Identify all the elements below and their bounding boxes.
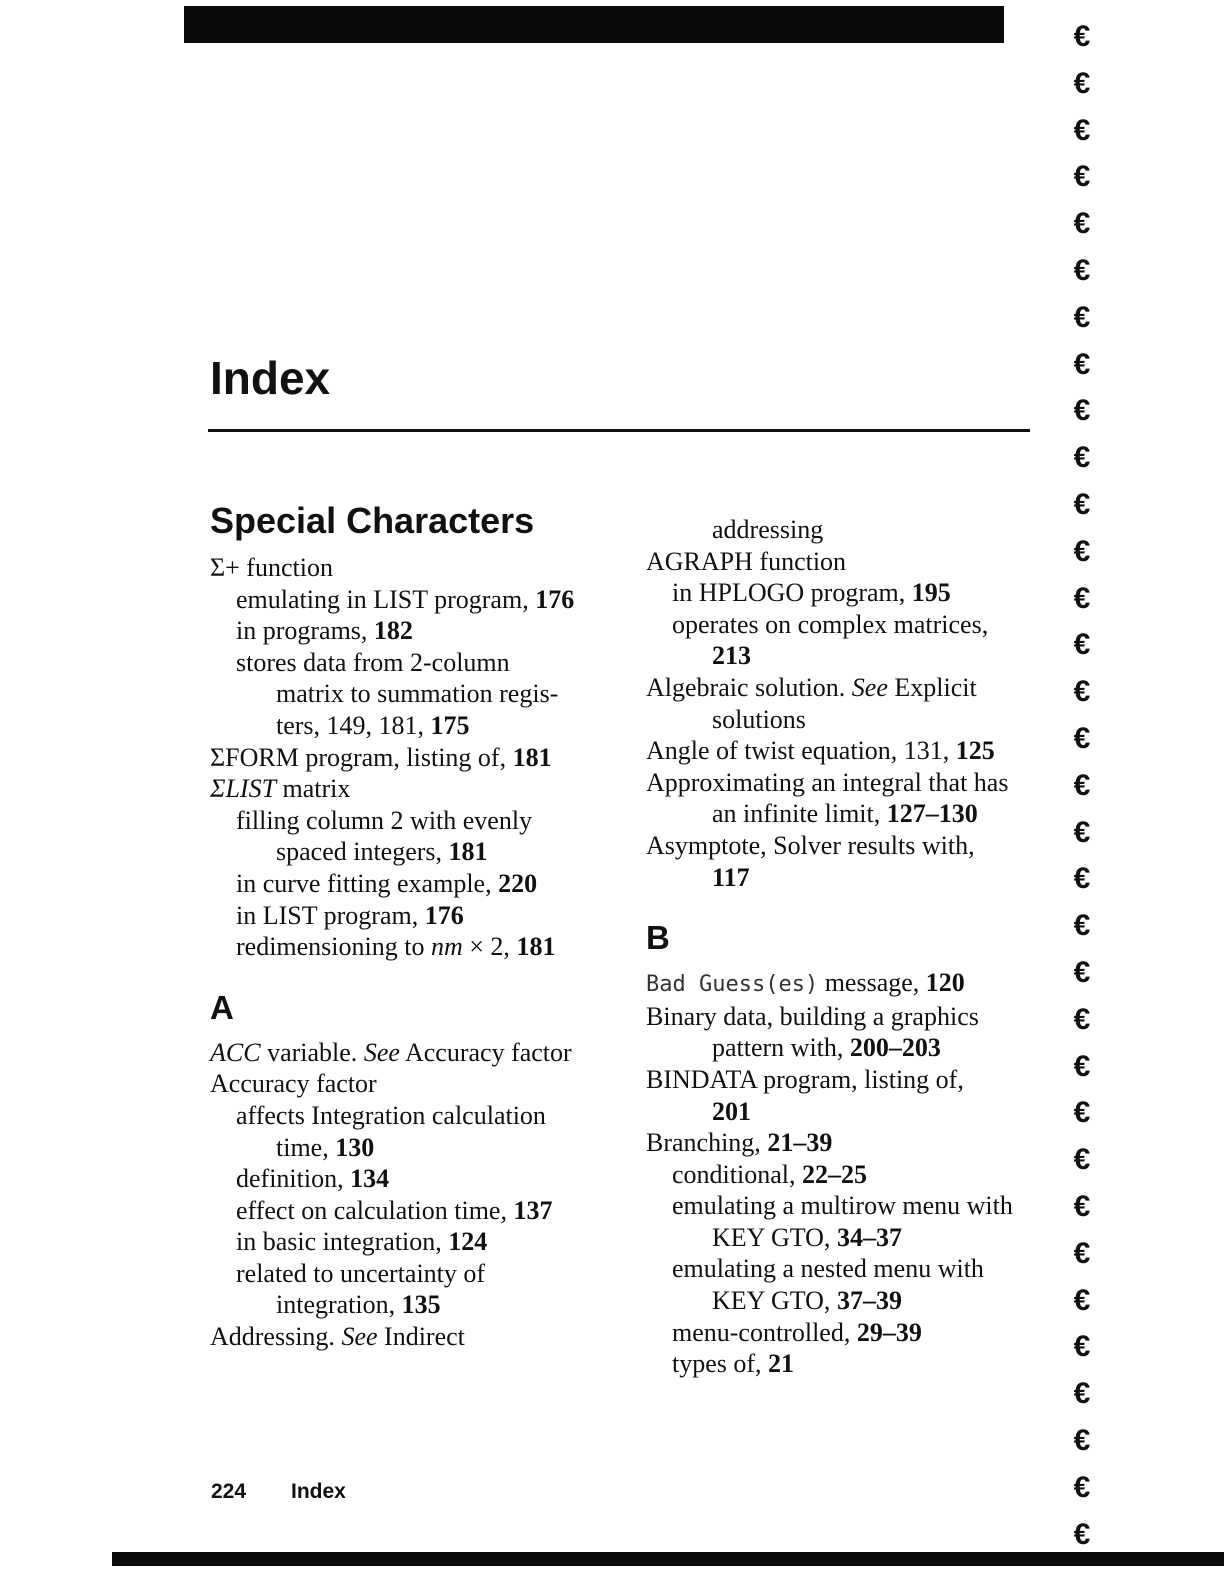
binding-ring-icon: € <box>1073 394 1091 428</box>
index-entry: AGRAPH function <box>646 546 847 576</box>
index-entry: Algebraic solution. See Explicit <box>646 672 977 702</box>
binding-ring-icon: € <box>1073 1470 1091 1504</box>
index-entry-continuation: spaced integers, 181 <box>276 837 488 867</box>
binding-ring-icon: € <box>1073 1049 1091 1083</box>
index-entry: Bad Guess(es) message, 120 <box>646 968 965 998</box>
binding-ring-icon: € <box>1073 66 1091 100</box>
binding-ring-icon: € <box>1073 675 1091 709</box>
spiral-binding <box>1062 14 1102 1558</box>
binding-ring-icon: € <box>1073 1377 1091 1411</box>
binding-ring-icon: € <box>1073 1189 1091 1223</box>
index-entry-continuation: integration, 135 <box>276 1290 441 1320</box>
index-entry: Σ+ function <box>210 553 333 582</box>
page-title: Index <box>210 352 331 404</box>
index-entry-continuation: an infinite limit, 127–130 <box>712 799 978 829</box>
binding-ring-icon: € <box>1073 534 1091 568</box>
index-subentry: in programs, 182 <box>236 616 413 646</box>
binding-ring-icon: € <box>1073 113 1091 147</box>
binding-ring-icon: € <box>1073 1330 1091 1364</box>
index-subentry: in LIST program, 176 <box>236 900 464 930</box>
index-entry-continuation: matrix to summation regis- <box>276 679 559 709</box>
index-entry: Asymptote, Solver results with, <box>646 830 975 860</box>
binding-ring-icon: € <box>1073 909 1091 943</box>
binding-ring-icon: € <box>1073 347 1091 381</box>
index-entry-continuation: KEY GTO, 37–39 <box>712 1286 902 1316</box>
binding-ring-icon: € <box>1073 721 1091 755</box>
index-entry-continuation: KEY GTO, 34–37 <box>712 1222 902 1252</box>
index-column-right <box>646 496 1066 1380</box>
index-entry: Angle of twist equation, 131, 125 <box>646 736 995 766</box>
index-entry-continuation: 213 <box>712 641 751 671</box>
index-entry-continuation: ters, 149, 181, 175 <box>276 710 470 740</box>
binding-ring-icon: € <box>1073 1002 1091 1036</box>
binding-ring-icon: € <box>1073 628 1091 662</box>
binding-ring-icon: € <box>1073 1283 1091 1317</box>
section-heading-special-characters: Special Characters <box>210 500 535 541</box>
index-entry-continuation: pattern with, 200–203 <box>712 1033 941 1063</box>
binding-ring-icon: € <box>1073 487 1091 521</box>
index-entry: Accuracy factor <box>210 1069 377 1099</box>
index-entry: Branching, 21–39 <box>646 1128 833 1158</box>
index-entry: ACC variable. See Accuracy factor <box>210 1037 572 1067</box>
index-subentry: definition, 134 <box>236 1164 390 1194</box>
index-subentry: emulating in LIST program, 176 <box>236 584 575 614</box>
index-entry: Addressing. See Indirect <box>210 1322 465 1352</box>
top-black-bar <box>184 6 1004 43</box>
binding-ring-icon: € <box>1073 300 1091 334</box>
index-entry-continuation: 117 <box>712 862 750 892</box>
index-entry-continuation: time, 130 <box>276 1132 375 1162</box>
index-subentry: conditional, 22–25 <box>672 1159 867 1189</box>
binding-ring-icon: € <box>1073 441 1091 475</box>
index-subentry: in HPLOGO program, 195 <box>672 578 951 608</box>
index-subentry: effect on calculation time, 137 <box>236 1195 553 1225</box>
index-subentry: related to uncertainty of <box>236 1258 486 1288</box>
index-column-left <box>210 496 620 1353</box>
index-subentry: emulating a nested menu with <box>672 1254 984 1284</box>
binding-ring-icon: € <box>1073 1143 1091 1177</box>
binding-ring-icon: € <box>1073 253 1091 287</box>
index-subentry: in basic integration, 124 <box>236 1227 488 1257</box>
index-entry: ΣFORM program, listing of, 181 <box>210 742 552 772</box>
page-footer <box>211 1478 346 1506</box>
footer-section-title: Index <box>291 1480 346 1503</box>
binding-ring-icon: € <box>1073 581 1091 615</box>
section-heading-b: B <box>646 919 670 957</box>
binding-ring-icon: € <box>1073 955 1091 989</box>
index-subentry: in curve fitting example, 220 <box>236 868 538 898</box>
binding-ring-icon: € <box>1073 160 1091 194</box>
binding-ring-icon: € <box>1073 862 1091 896</box>
bottom-black-bar <box>112 1552 1224 1566</box>
section-heading-a: A <box>210 988 234 1026</box>
binding-ring-icon: € <box>1073 1517 1091 1551</box>
index-subentry: operates on complex matrices, <box>672 609 989 639</box>
binding-ring-icon: € <box>1073 768 1091 802</box>
binding-ring-icon: € <box>1073 207 1091 241</box>
index-entry: Binary data, building a graphics <box>646 1001 979 1031</box>
index-entry: BINDATA program, listing of, <box>646 1064 964 1094</box>
index-subentry: affects Integration calculation <box>236 1100 546 1130</box>
binding-ring-icon: € <box>1073 1236 1091 1270</box>
title-rule <box>208 429 1030 432</box>
index-entry: ΣLIST matrix <box>210 774 351 804</box>
binding-ring-icon: € <box>1073 815 1091 849</box>
index-subentry: redimensioning to nm × 2, 181 <box>236 932 556 962</box>
index-subentry: filling column 2 with evenly <box>236 805 533 835</box>
index-subentry: emulating a multirow menu with <box>672 1191 1013 1221</box>
index-entry-continuation: addressing <box>712 515 824 544</box>
index-subentry: stores data from 2-column <box>236 647 510 677</box>
binding-ring-icon: € <box>1073 1423 1091 1457</box>
binding-ring-icon: € <box>1073 1096 1091 1130</box>
binding-ring-icon: € <box>1073 20 1091 53</box>
footer-page-number: 224 <box>211 1480 247 1503</box>
index-subentry: menu-controlled, 29–39 <box>672 1317 922 1347</box>
index-entry-continuation: solutions <box>712 704 806 734</box>
index-entry-continuation: 201 <box>712 1096 751 1126</box>
index-entry: Approximating an integral that has <box>646 767 1009 797</box>
index-subentry: types of, 21 <box>672 1349 795 1379</box>
